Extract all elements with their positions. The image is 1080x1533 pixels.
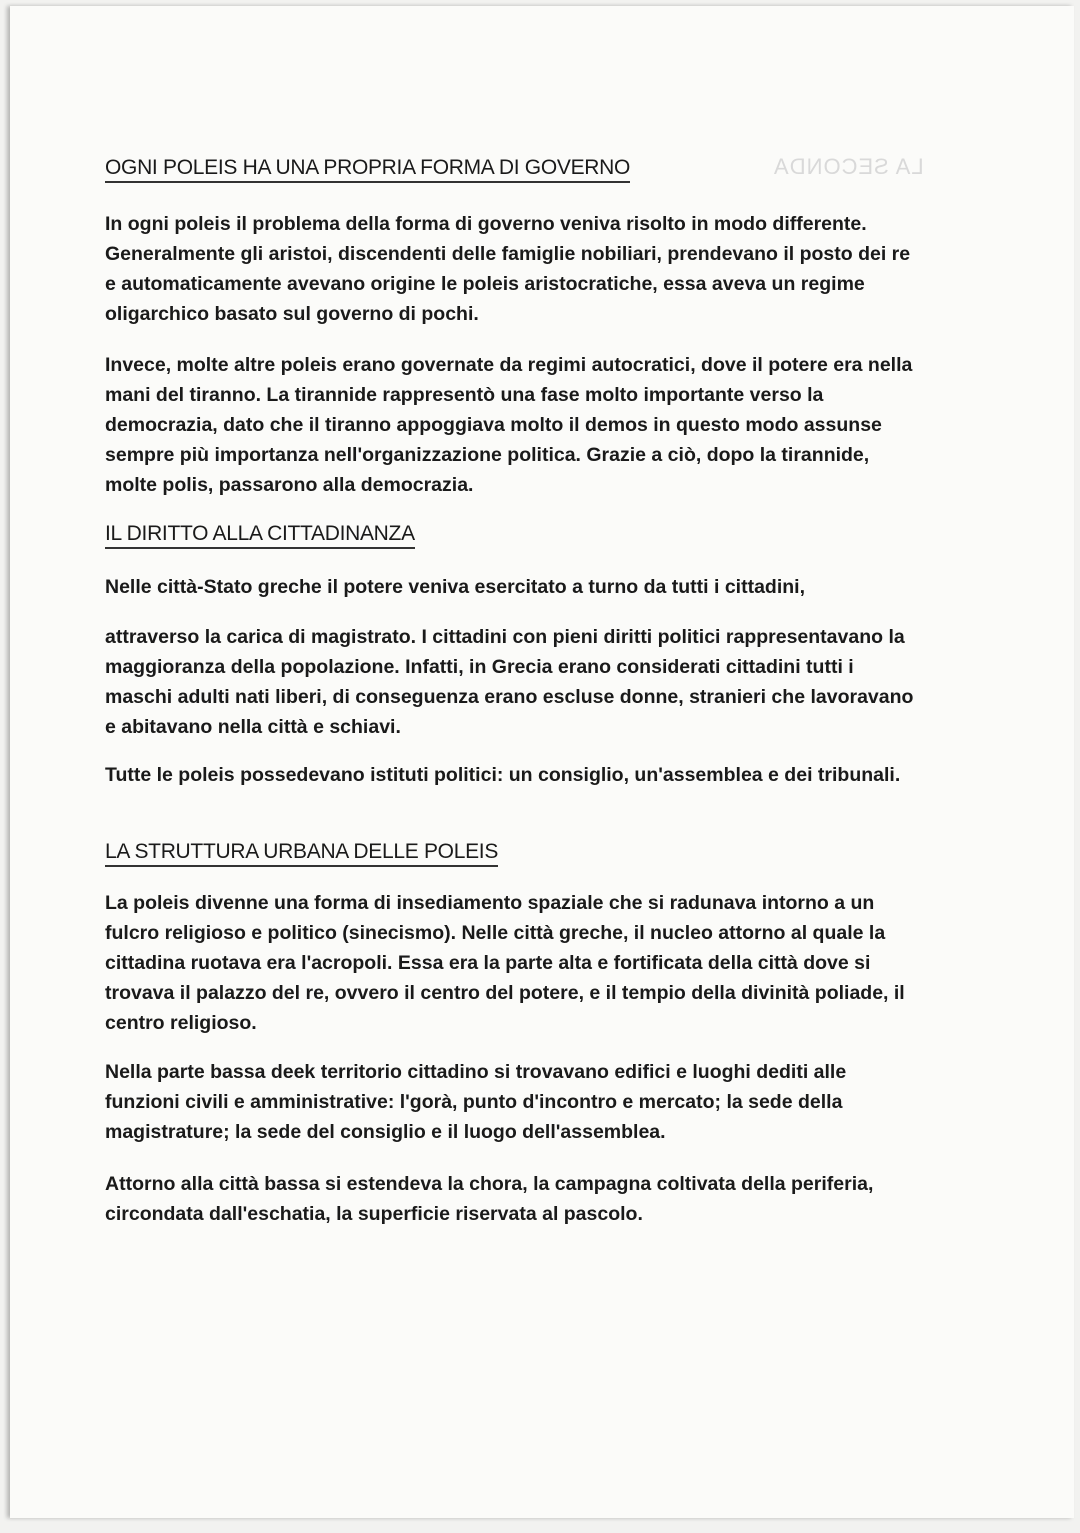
section-heading-cittadinanza: IL DIRITTO ALLA CITTADINANZA	[105, 522, 415, 549]
paragraph-governo-1: In ogni poleis il problema della forma di governo veniva risolto in modo differente. Generalmente gli aristoi, discendenti delle famiglie nobiliari, prendevano il posto dei re e automaticamente avevano origine le poleis aristocratiche, essa aveva un regime oligarchico basato sul governo di pochi.	[105, 213, 911, 325]
document-page	[10, 6, 1074, 1518]
paragraph-struttura-2: Nella parte bassa deek territorio cittadino si trovavano edifici e luoghi dediti alle funzioni civili e amministrative: l'gorà, punto d'incontro e mercato; la sede della magistrature; la sede del consiglio e il luogo dell'assemblea.	[105, 1061, 847, 1143]
bleed-through-text: LA SECONDA	[773, 154, 924, 179]
section-heading-governo: OGNI POLEIS HA UNA PROPRIA FORMA DI GOVERNO	[105, 156, 630, 183]
section-heading-struttura: LA STRUTTURA URBANA DELLE POLEIS	[105, 840, 498, 867]
paragraph-cittadinanza-2: attraverso la carica di magistrato. I cittadini con pieni diritti politici rappresentavano la maggioranza della popolazione. Infatti, in Grecia erano considerati cittadini tutti i maschi adulti nati liberi, di conseguenza erano escluse donne, stranieri che lavoravano e abitavano nella città e schiavi.	[105, 626, 914, 738]
paragraph-governo-2: Invece, molte altre poleis erano governate da regimi autocratici, dove il potere era nella mani del tiranno. La tirannide rappresentò una fase molto importante verso la democrazia, dato che il tiranno appoggiava molto il demos in questo modo assunse sempre più importanza nell'organizzazione politica. Grazie a ciò, dopo la tirannide, molte polis, passarono alla democrazia.	[105, 354, 913, 496]
paragraph-cittadinanza-1: Nelle città-Stato greche il potere veniva esercitato a turno da tutti i cittadini,	[105, 576, 805, 598]
paragraph-struttura-3: Attorno alla città bassa si estendeva la chora, la campagna coltivata della periferia, circondata dall'eschatia, la superficie riservata al pascolo.	[105, 1173, 874, 1225]
paragraph-cittadinanza-3: Tutte le poleis possedevano istituti politici: un consiglio, un'assemblea e dei tribunali.	[105, 764, 901, 786]
paragraph-struttura-1: La poleis divenne una forma di insediamento spaziale che si radunava intorno a un fulcro religioso e politico (sinecismo). Nelle città greche, il nucleo attorno al quale la cittadina ruotava era l'acropoli. Essa era la parte alta e fortificata della città dove si trovava il palazzo del re, ovvero il centro del potere, e il tempio della divinità poliade, il centro religioso.	[105, 892, 905, 1034]
